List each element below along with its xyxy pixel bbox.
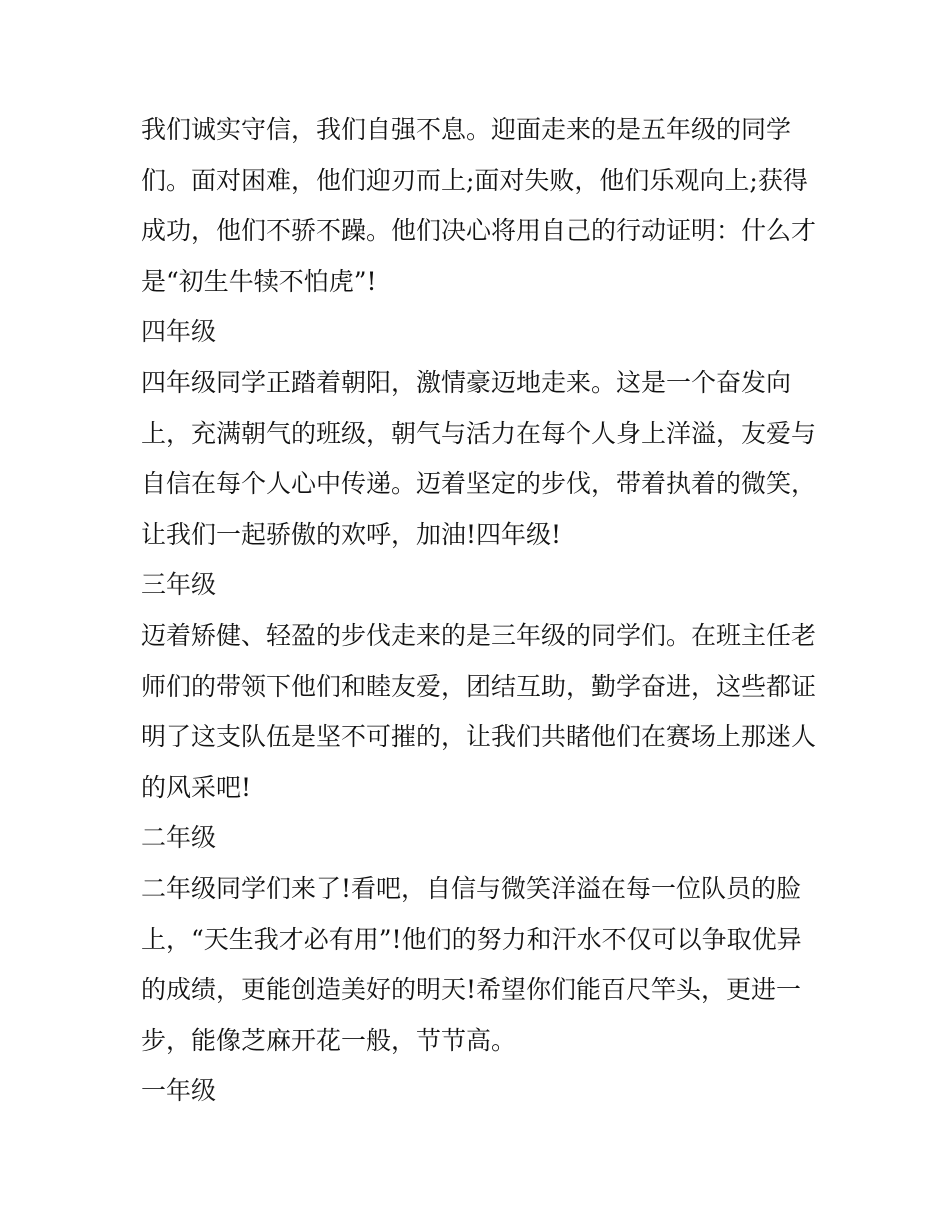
text-line: 二年级同学们来了!看吧，自信与微笑洋溢在每一位队员的脸 <box>141 873 802 903</box>
text-line: 的成绩，更能创造美好的明天!希望你们能百尺竿头，更进一 <box>141 975 802 1005</box>
text-line: 的风采吧! <box>141 772 252 802</box>
heading-grade-three: 三年级 <box>141 570 217 600</box>
text-line: 师们的带领下他们和睦友爱，团结互助，勤学奋进，这些都证 <box>141 671 817 701</box>
text-line: 明了这支队伍是坚不可摧的，让我们共睹他们在赛场上那迷人 <box>141 722 817 752</box>
paragraph-grade-two <box>141 864 841 1066</box>
text-line: 四年级同学正踏着朝阳，激情豪迈地走来。这是一个奋发向 <box>141 367 792 397</box>
heading-grade-four: 四年级 <box>141 317 217 347</box>
text-line: 步，能像芝麻开花一般，节节高。 <box>141 1025 517 1055</box>
heading-grade-two: 二年级 <box>141 823 217 853</box>
paragraph-grade-four <box>141 358 841 560</box>
text-line: 迈着矫健、轻盈的步伐走来的是三年级的同学们。在班主任老 <box>141 620 817 650</box>
text-line: 我们诚实守信，我们自强不息。迎面走来的是五年级的同学 <box>141 115 792 144</box>
heading-grade-one: 一年级 <box>141 1076 217 1106</box>
paragraph-grade-five <box>141 105 841 307</box>
document-page <box>141 105 841 1117</box>
text-line: 是“初生牛犊不怕虎”! <box>141 266 377 296</box>
text-line: 自信在每个人心中传递。迈着坚定的步伐，带着执着的微笑， <box>141 469 817 499</box>
text-line: 们。面对困难，他们迎刃而上;面对失败，他们乐观向上;获得 <box>141 165 808 195</box>
paragraph-grade-three <box>141 611 841 813</box>
text-line: 让我们一起骄傲的欢呼，加油!四年级! <box>141 519 562 549</box>
text-line: 上，“天生我才必有用”!他们的努力和汗水不仅可以争取优异 <box>141 924 802 954</box>
text-line: 成功，他们不骄不躁。他们决心将用自己的行动证明：什么才 <box>141 216 817 246</box>
text-line: 上，充满朝气的班级，朝气与活力在每个人身上洋溢，友爱与 <box>141 418 817 448</box>
